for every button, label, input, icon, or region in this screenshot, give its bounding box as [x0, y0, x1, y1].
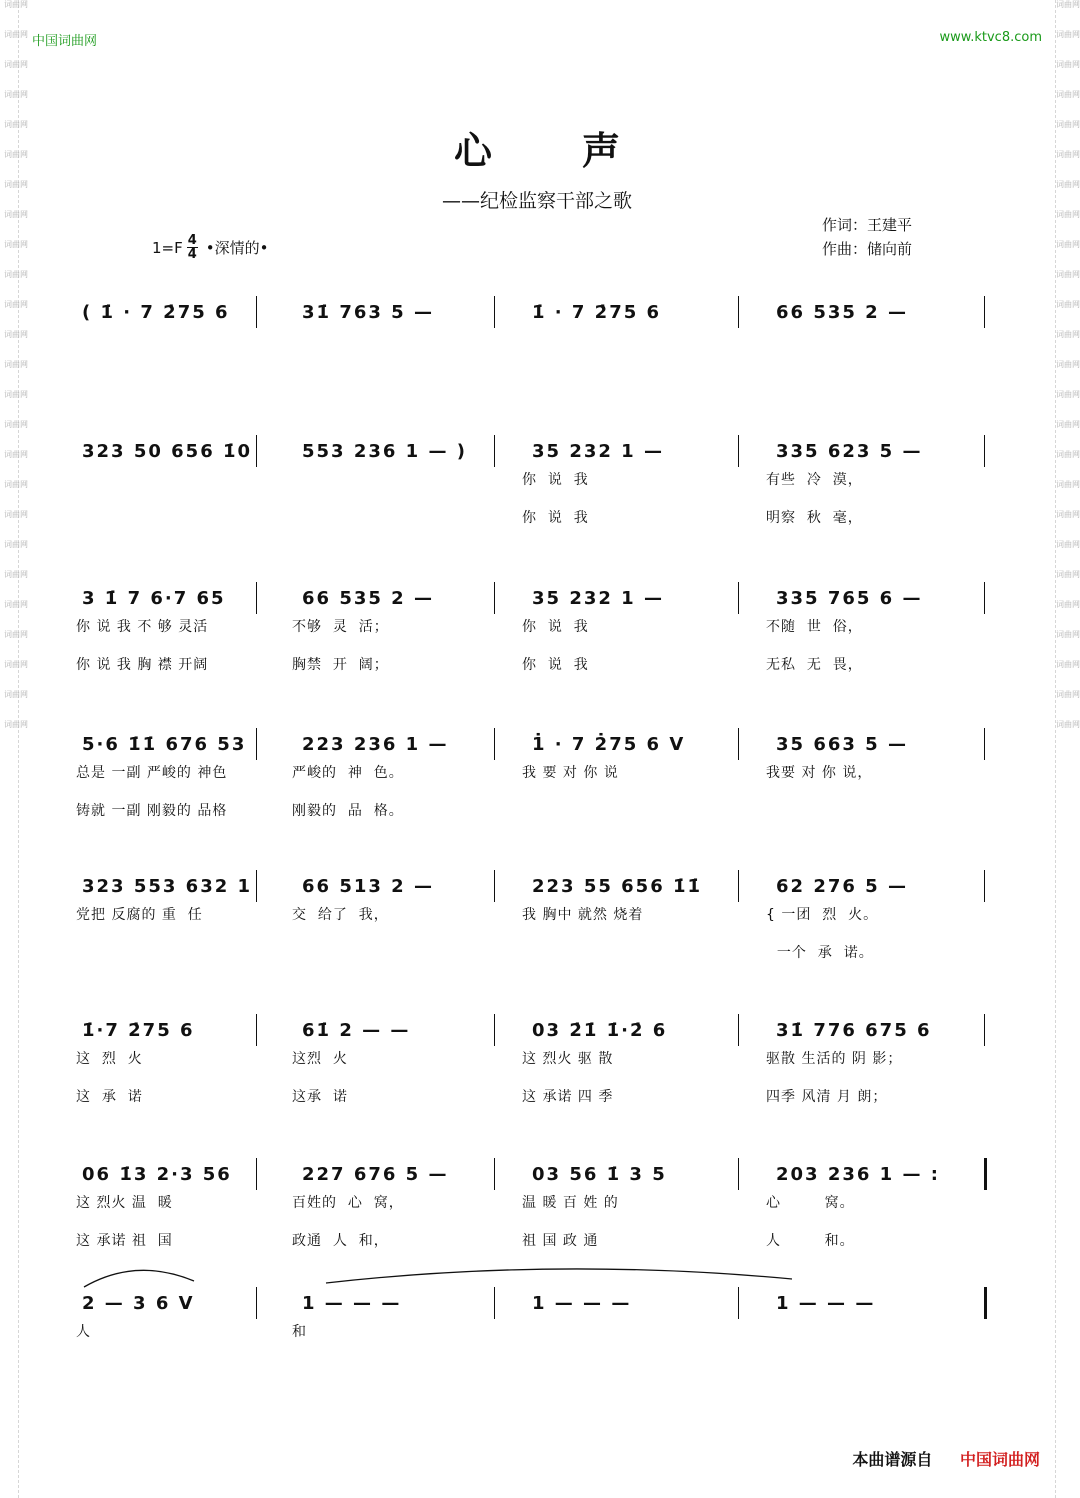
bar-line [494, 1287, 495, 1319]
lyric-segment: 温 暖 百 姓 的 [522, 1195, 619, 1211]
bar-line [738, 435, 739, 467]
measure: 335 623 5 — [776, 441, 923, 462]
bar-line [738, 582, 739, 614]
bar-line [984, 870, 985, 902]
song-subtitle: ——纪检监察干部之歌 [441, 190, 632, 212]
lyric-segment: 你 说 我 不 够 灵活 [76, 619, 209, 635]
score-row [76, 1012, 990, 1122]
lyric-line [76, 469, 990, 491]
score-row [76, 868, 990, 978]
slur-arc [326, 1269, 792, 1283]
measure: 03 56 1̇ 3 5 [532, 1164, 667, 1185]
notation-line [76, 433, 990, 471]
score-row [76, 580, 990, 690]
lyric-segment: 党把 反腐的 重 任 [76, 907, 203, 923]
lyric-line [76, 1086, 990, 1108]
key-signature [152, 234, 269, 261]
lyric-line [76, 1230, 990, 1252]
time-signature [187, 234, 198, 261]
bar-line [494, 582, 495, 614]
measure: 203 236 1 — : [776, 1164, 940, 1185]
notation-line [76, 580, 990, 618]
score-row [76, 433, 990, 543]
lyric-segment: 严峻的 神 色。 [292, 765, 404, 781]
bar-line [494, 296, 495, 328]
measure: 1 — — — [532, 1293, 632, 1314]
lyric-segment: 总是 一副 严峻的 神色 [76, 765, 228, 781]
lyric-segment: 这烈 火 [292, 1051, 348, 1067]
bar-line [256, 1014, 257, 1046]
bar-line [738, 1287, 739, 1319]
lyric-segment: 这 烈火 驱 散 [522, 1051, 614, 1067]
lyric-segment: 这 烈火 温 暖 [76, 1195, 173, 1211]
lyric-line [76, 616, 990, 638]
bar-line [256, 435, 257, 467]
bar-line [256, 728, 257, 760]
bar-line [494, 435, 495, 467]
footer-brand[interactable]: 中国词曲网 [959, 1450, 1040, 1469]
notation-line [76, 1285, 990, 1323]
lyric-segment: 这 烈 火 [76, 1051, 143, 1067]
bar-line [738, 1014, 739, 1046]
bar-line [494, 1158, 495, 1190]
lyric-line [76, 1192, 990, 1214]
lyric-segment: 一个 承 诺。 [766, 945, 874, 961]
bar-line [256, 1287, 257, 1319]
measure: 31̇ 763 5 — [302, 302, 434, 323]
score-row [76, 726, 990, 836]
lyric-segment: 政通 人 和， [292, 1233, 389, 1249]
lyric-segment: 你 说 我 [522, 619, 589, 635]
measure: 323 553 632 1 [82, 876, 253, 897]
key-label: 1=F [152, 238, 183, 257]
measure: 223 236 1 — [302, 734, 449, 755]
measure: 335 765 6 — [776, 588, 923, 609]
bar-line [738, 728, 739, 760]
bar-line [256, 296, 257, 328]
lyric-segment: 驱散 生活的 阴 影； [766, 1051, 903, 1067]
notation-line [76, 726, 990, 764]
lyric-segment: 和 [292, 1324, 307, 1340]
lyric-segment: 刚毅的 品 格。 [292, 803, 404, 819]
bar-line [256, 1158, 257, 1190]
lyric-segment: 铸就 一副 刚毅的 品格 [76, 803, 228, 819]
notation-line [76, 294, 990, 332]
measure: 35 232 1 — [532, 441, 664, 462]
measure: 35 663 5 — [776, 734, 908, 755]
bar-line [494, 1014, 495, 1046]
lyric-segment: 人 和。 [766, 1233, 855, 1249]
measure: 31̇ 776 675 6 [776, 1020, 932, 1041]
lyric-line [76, 654, 990, 676]
lyric-line [76, 762, 990, 784]
bar-line [738, 870, 739, 902]
measure: 66 513 2 — [302, 876, 434, 897]
lyric-segment: 我要 对 你 说， [766, 765, 873, 781]
watermark-strip-left: 词曲网 词曲网 词曲网 词曲网 词曲网 词曲网 词曲网 词曲网 词曲网 词曲网 词曲网 词曲网 词曲网 词曲网 词曲网 词曲网 词曲网 词曲网 词曲网 词曲网 词曲网 词曲网 词曲网 词曲网 词曲网 [4, 0, 19, 1498]
bar-line [984, 435, 985, 467]
measure: 223 55 656 1̇1̇ [532, 876, 703, 897]
lyric-segment: 无私 无 畏， [766, 657, 863, 673]
lyric-segment: 这承 诺 [292, 1089, 348, 1105]
time-denominator: 4 [187, 247, 197, 262]
measure: 06 1̇3 2·3 56 [82, 1164, 232, 1185]
lyric-segment: 人 [76, 1324, 91, 1340]
score-row [76, 1285, 990, 1395]
lyric-segment: 你 说 我 胸 襟 开阔 [76, 657, 209, 673]
composer-credit: 作曲：储向前 [822, 240, 913, 258]
measure: 3 1̇ 7 6·7 65 [82, 588, 226, 609]
measure: 1̇·7 2̇75 6 [82, 1020, 195, 1041]
bar-line [494, 870, 495, 902]
bar-line [984, 1014, 985, 1046]
lyric-segment: { 一团 烈 火。 [766, 907, 879, 923]
measure: 323 50 656 1̇0 [82, 441, 253, 462]
bar-line [984, 1158, 987, 1190]
bar-line [494, 728, 495, 760]
lyric-segment: 这 承诺 祖 国 [76, 1233, 173, 1249]
footer-source: 本曲谱源自 [852, 1450, 933, 1469]
bar-line [256, 870, 257, 902]
score-row [76, 294, 990, 404]
measure: 5·6 1̇1̇ 676 53 [82, 734, 247, 755]
lyric-segment: 四季 风清 月 朗； [766, 1089, 888, 1105]
lyricist-credit: 作词：王建平 [822, 216, 913, 234]
measure: 61̇ 2 — — [302, 1020, 411, 1041]
measure: 2 — 3 6 V [82, 1293, 195, 1314]
lyric-segment: 不够 灵 活； [292, 619, 389, 635]
lyric-segment: 我 要 对 你 说 [522, 765, 619, 781]
lyric-segment: 这 承 诺 [76, 1089, 143, 1105]
measure: 1̇ · 7 2̇75 6 [532, 302, 662, 323]
lyric-segment: 有些 冷 漠， [766, 472, 863, 488]
bar-line [256, 582, 257, 614]
bar-line [984, 1287, 987, 1319]
lyric-line [76, 942, 990, 964]
score-row [76, 1156, 990, 1266]
lyric-line [76, 1048, 990, 1070]
bar-line [984, 296, 985, 328]
footer [852, 1447, 1040, 1470]
measure: 1̇ · 7 2̇75 6 V [532, 734, 686, 755]
lyric-segment: 不随 世 俗， [766, 619, 863, 635]
lyric-segment: 你 说 我 [522, 657, 589, 673]
song-title: 心声 [453, 128, 710, 173]
measure: 66 535 2 — [302, 588, 434, 609]
watermark-strip-right: 词曲网 词曲网 词曲网 词曲网 词曲网 词曲网 词曲网 词曲网 词曲网 词曲网 词曲网 词曲网 词曲网 词曲网 词曲网 词曲网 词曲网 词曲网 词曲网 词曲网 词曲网 词曲网 词曲网 词曲网 词曲网 [1055, 0, 1070, 1498]
lyric-segment: 交 给了 我， [292, 907, 389, 923]
measure: 553 236 1 — ) [302, 441, 467, 462]
measure: 62 276 5 — [776, 876, 908, 897]
lyric-line [76, 1321, 990, 1343]
bar-line [738, 296, 739, 328]
lyric-segment: 心 窝。 [766, 1195, 855, 1211]
measure: 35 232 1 — [532, 588, 664, 609]
bar-line [984, 728, 985, 760]
measure: 03 2̇1̇ 1̇·2̇ 6 [532, 1020, 668, 1041]
lyric-segment: 明察 秋 毫， [766, 510, 863, 526]
tempo-marking: •深情的• [205, 239, 269, 257]
notation-line [76, 1156, 990, 1194]
bar-line [738, 1158, 739, 1190]
lyric-segment: 胸禁 开 阔； [292, 657, 389, 673]
lyric-segment: 祖 国 政 通 [522, 1233, 599, 1249]
measure: 1 — — — [302, 1293, 402, 1314]
bar-line [984, 582, 985, 614]
notation-line [76, 868, 990, 906]
measure: 66 535 2 — [776, 302, 908, 323]
notation-line [76, 1012, 990, 1050]
site-url-right[interactable]: www.ktvc8.com [939, 30, 1042, 45]
lyric-line [76, 507, 990, 529]
lyric-segment: 我 胸中 就然 烧着 [522, 907, 644, 923]
time-numerator: 4 [187, 233, 197, 248]
lyric-segment: 你 说 我 [522, 510, 589, 526]
lyric-segment: 百姓的 心 窝， [292, 1195, 404, 1211]
lyric-line [76, 800, 990, 822]
measure: 1 — — — [776, 1293, 876, 1314]
lyric-segment: 你 说 我 [522, 472, 589, 488]
lyric-line [76, 904, 990, 926]
measure: 227 676 5 — [302, 1164, 449, 1185]
lyric-segment: 这 承诺 四 季 [522, 1089, 614, 1105]
measure: ( 1̇ · 7 2̇75 6 [82, 302, 230, 323]
site-name-left[interactable]: 中国词曲网 [32, 34, 98, 49]
